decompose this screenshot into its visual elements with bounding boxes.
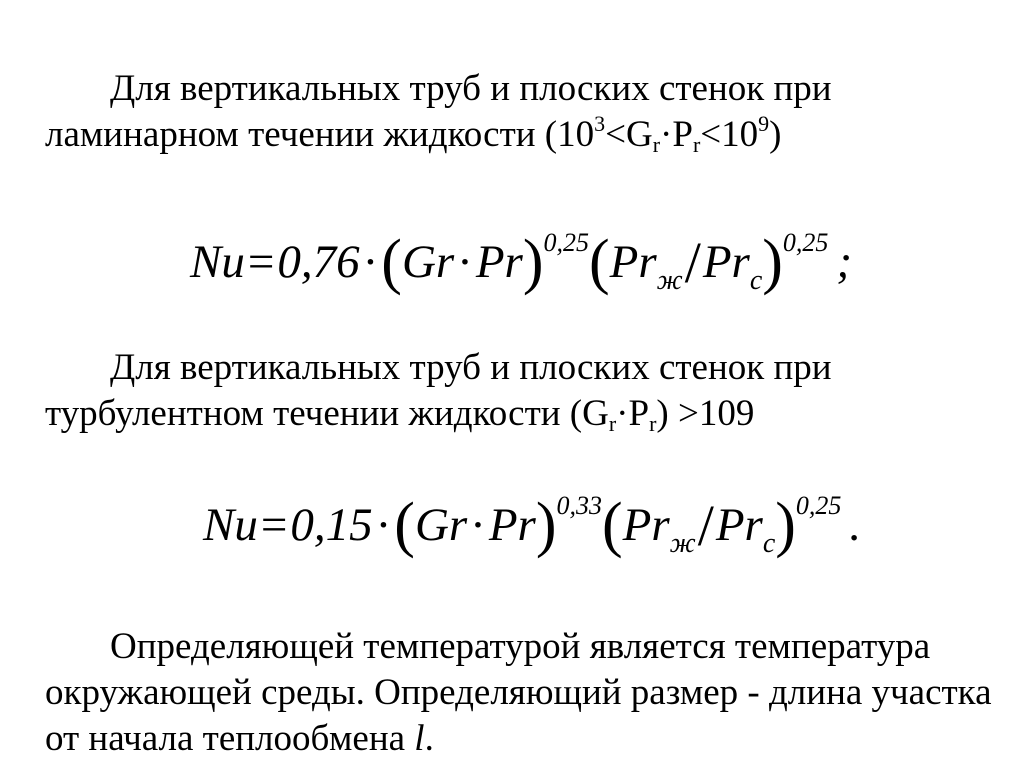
prandtl-fluid-symbol: Pr [622, 499, 670, 551]
prandtl-fluid-symbol: Pr [609, 236, 657, 288]
subscript: r [652, 132, 661, 157]
lower-bound: ) >109 [656, 393, 755, 434]
paragraph-turbulent [45, 345, 1004, 437]
nusselt-symbol: Nu [190, 236, 245, 288]
paragraph-defining-parameters [45, 624, 1004, 762]
grashof-symbol: Gr [401, 236, 455, 288]
formula-laminar [190, 228, 853, 296]
close-paren: ) [769, 114, 782, 155]
subscript: ж [669, 528, 696, 559]
subscript: c [749, 265, 763, 296]
right-paren: ) [535, 491, 557, 559]
prandtl-wall-symbol: Pr [715, 499, 763, 551]
prandtl-wall-symbol: Pr [702, 236, 750, 288]
left-paren: ( [394, 491, 415, 559]
equals-sign: = [247, 236, 275, 288]
exponent: 0,25 [782, 228, 829, 257]
grashof-symbol: Gr [414, 499, 468, 551]
subscript: r [649, 411, 657, 436]
left-paren: ( [381, 228, 402, 296]
paragraph-text: Для вертикальных труб и плоских стенок при турбулентном течении жидкости (G [45, 347, 832, 434]
multiply-dot: · [470, 499, 486, 551]
right-paren: ) [775, 491, 796, 559]
division-slash: / [684, 230, 701, 295]
paragraph-laminar [45, 66, 1004, 158]
coefficient: 0,15 [290, 499, 373, 551]
exponent: 0,33 [556, 491, 602, 520]
equals-sign: = [260, 499, 288, 551]
subscript: r [692, 132, 701, 157]
formula-turbulent [203, 491, 862, 559]
prandtl-symbol: ·P [616, 393, 650, 434]
exponent: 3 [594, 111, 606, 136]
multiply-dot: · [457, 236, 473, 288]
left-paren: ( [601, 491, 623, 559]
multiply-dot: · [362, 236, 379, 288]
subscript: r [608, 411, 617, 436]
division-slash: / [697, 493, 714, 558]
period: . [424, 718, 434, 759]
exponent: 9 [758, 111, 770, 136]
prandtl-symbol: Pr [475, 236, 523, 288]
multiply-dot: · [375, 499, 392, 551]
paragraph-text: Определяющей температурой является температура окружающей среды. Определяющий размер - длина участка от начала теплообмена [45, 626, 992, 759]
prandtl-symbol: ·P [660, 114, 693, 155]
nusselt-symbol: Nu [203, 499, 258, 551]
coefficient: 0,76 [277, 236, 360, 288]
grashof-symbol: <G [605, 114, 653, 155]
paragraph-text: Для вертикальных труб и плоских стенок при ламинарном течении жидкости (10 [45, 68, 832, 155]
formula-terminator: ; [836, 236, 853, 288]
left-paren: ( [588, 228, 610, 296]
exponent: 0,25 [795, 491, 842, 520]
subscript: ж [656, 265, 683, 296]
right-paren: ) [522, 228, 544, 296]
length-symbol: l [414, 718, 425, 759]
right-paren: ) [762, 228, 783, 296]
prandtl-symbol: Pr [488, 499, 536, 551]
exponent: 0,25 [543, 228, 589, 257]
formula-terminator: . [849, 499, 862, 551]
subscript: c [762, 528, 776, 559]
upper-bound: <10 [700, 114, 759, 155]
